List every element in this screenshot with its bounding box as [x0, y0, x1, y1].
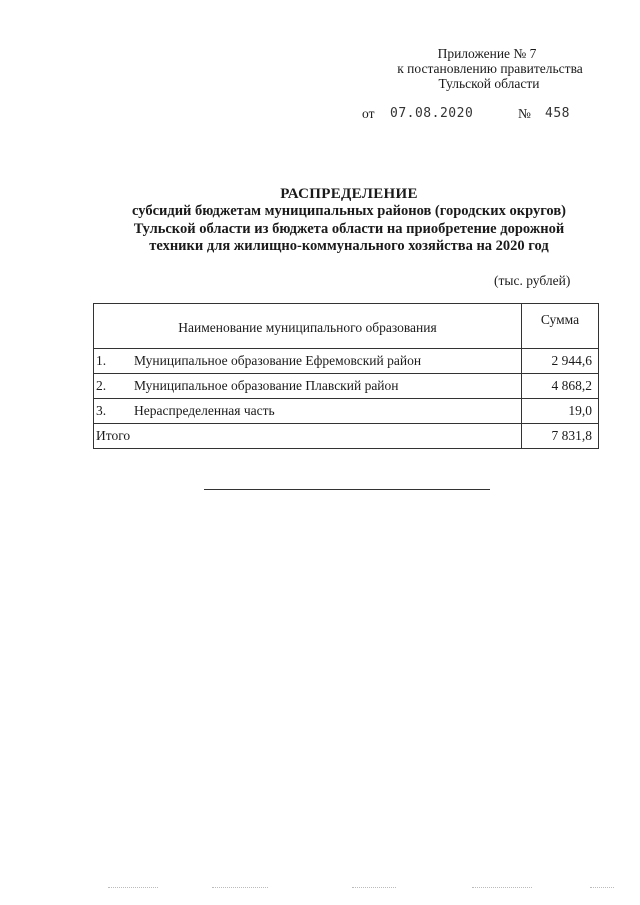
subtitle-line-3: техники для жилищно-коммунального хозяйства на 2020 год: [149, 238, 549, 254]
row-sum: 4 868,2: [522, 374, 599, 399]
row-sum: 2 944,6: [522, 349, 599, 374]
table-total-row: [94, 424, 599, 449]
document-title: РАСПРЕДЕЛЕНИЕ: [280, 186, 418, 202]
resolution-date: 07.08.2020: [390, 106, 474, 121]
resolution-number: 458: [545, 106, 570, 121]
row-name-cell: [94, 399, 522, 424]
document-subtitle: [80, 203, 618, 256]
total-label-cell: [94, 424, 522, 449]
header-name: Наименование муниципального образования: [94, 304, 522, 349]
appendix-line-2: к постановлению правительства: [397, 61, 583, 76]
table-row: [94, 374, 599, 399]
total-label: Итого: [96, 428, 131, 443]
table-row: [94, 349, 599, 374]
row-name: Муниципальное образование Плавский район: [134, 378, 399, 393]
row-number: 2.: [96, 378, 107, 393]
subtitle-line-1: субсидий бюджетам муниципальных районов (городских округов): [132, 203, 566, 219]
appendix-block: [330, 46, 640, 91]
distribution-table: [93, 303, 599, 449]
row-number: 1.: [96, 353, 107, 368]
closing-divider: [204, 489, 490, 490]
row-name: Нераспределенная часть: [134, 403, 275, 418]
header-sum: Сумма: [522, 304, 599, 349]
table-header-row: [94, 304, 599, 349]
row-name: Муниципальное образование Ефремовский район: [134, 353, 422, 368]
number-sign: №: [518, 106, 531, 121]
row-sum: 19,0: [522, 399, 599, 424]
row-number: 3.: [96, 403, 107, 418]
row-name-cell: [94, 349, 522, 374]
row-name-cell: [94, 374, 522, 399]
units-label: (тыс. рублей): [494, 273, 571, 288]
table-row: [94, 399, 599, 424]
date-prefix: от: [362, 106, 375, 121]
appendix-line-1: Приложение № 7: [437, 46, 537, 61]
total-sum: 7 831,8: [522, 424, 599, 449]
subtitle-line-2: Тульской области из бюджета области на приобретение дорожной: [133, 220, 565, 237]
appendix-line-3: Тульской области: [438, 76, 540, 91]
